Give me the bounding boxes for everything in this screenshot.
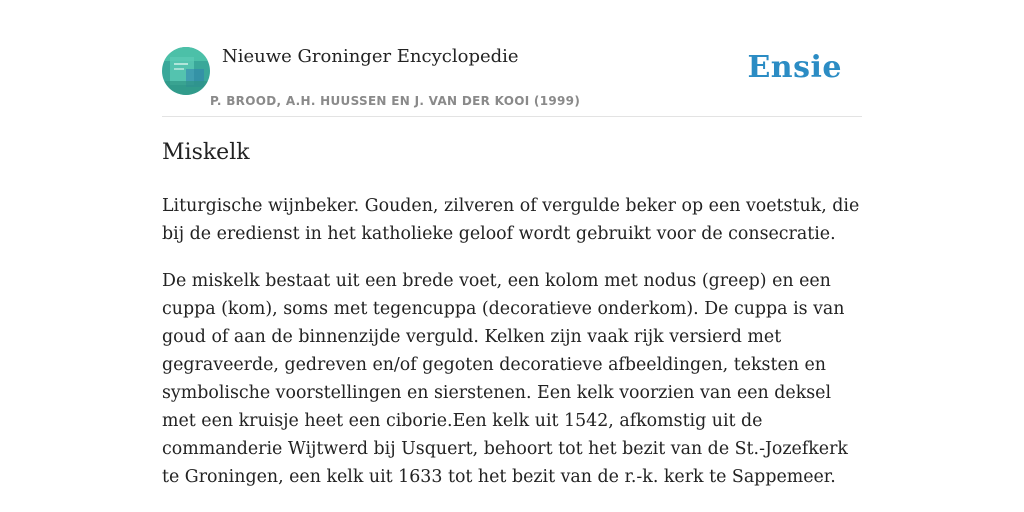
article-paragraph: De miskelk bestaat uit een brede voet, een kolom met nodus (greep) en een cuppa (kom), soms met tegencuppa (decoratieve onderkom). De cuppa is van goud of aan de binnenzijde verguld. Kelken zijn vaak rijk versierd met gegraveerde, gedreven en/of gegoten decoratieve afbeeldingen, teksten en symbolische voorstellingen en sierstenen. Een kelk voorzien van een deksel met een kruisje heet een ciborie.Een kelk uit 1542, afkomstig uit de commanderie Wijtwerd bij Usquert, behoort tot het bezit van de St.-Jozefkerk te Groningen, een kelk uit 1633 tot het bezit van de r.-k. kerk te Sappemeer. — [162, 271, 848, 487]
article-paragraph: Liturgische wijnbeker. Gouden, zilveren of vergulde beker op een voetstuk, die bij de eredienst in het katholieke geloof wordt gebruikt voor de consecratie. — [162, 196, 860, 244]
page-container — [162, 0, 862, 487]
ensie-logo[interactable]: Ensie — [747, 50, 842, 85]
source-title[interactable]: Nieuwe Groninger Encyclopedie — [222, 46, 519, 67]
source-avatar[interactable] — [162, 47, 210, 95]
source-authors: P. BROOD, A.H. HUUSSEN EN J. VAN DER KOOI (1999) — [210, 94, 581, 108]
article-body — [162, 192, 862, 510]
article-title: Miskelk — [162, 140, 250, 165]
source-header — [162, 0, 862, 117]
book-cover-icon — [162, 47, 210, 95]
